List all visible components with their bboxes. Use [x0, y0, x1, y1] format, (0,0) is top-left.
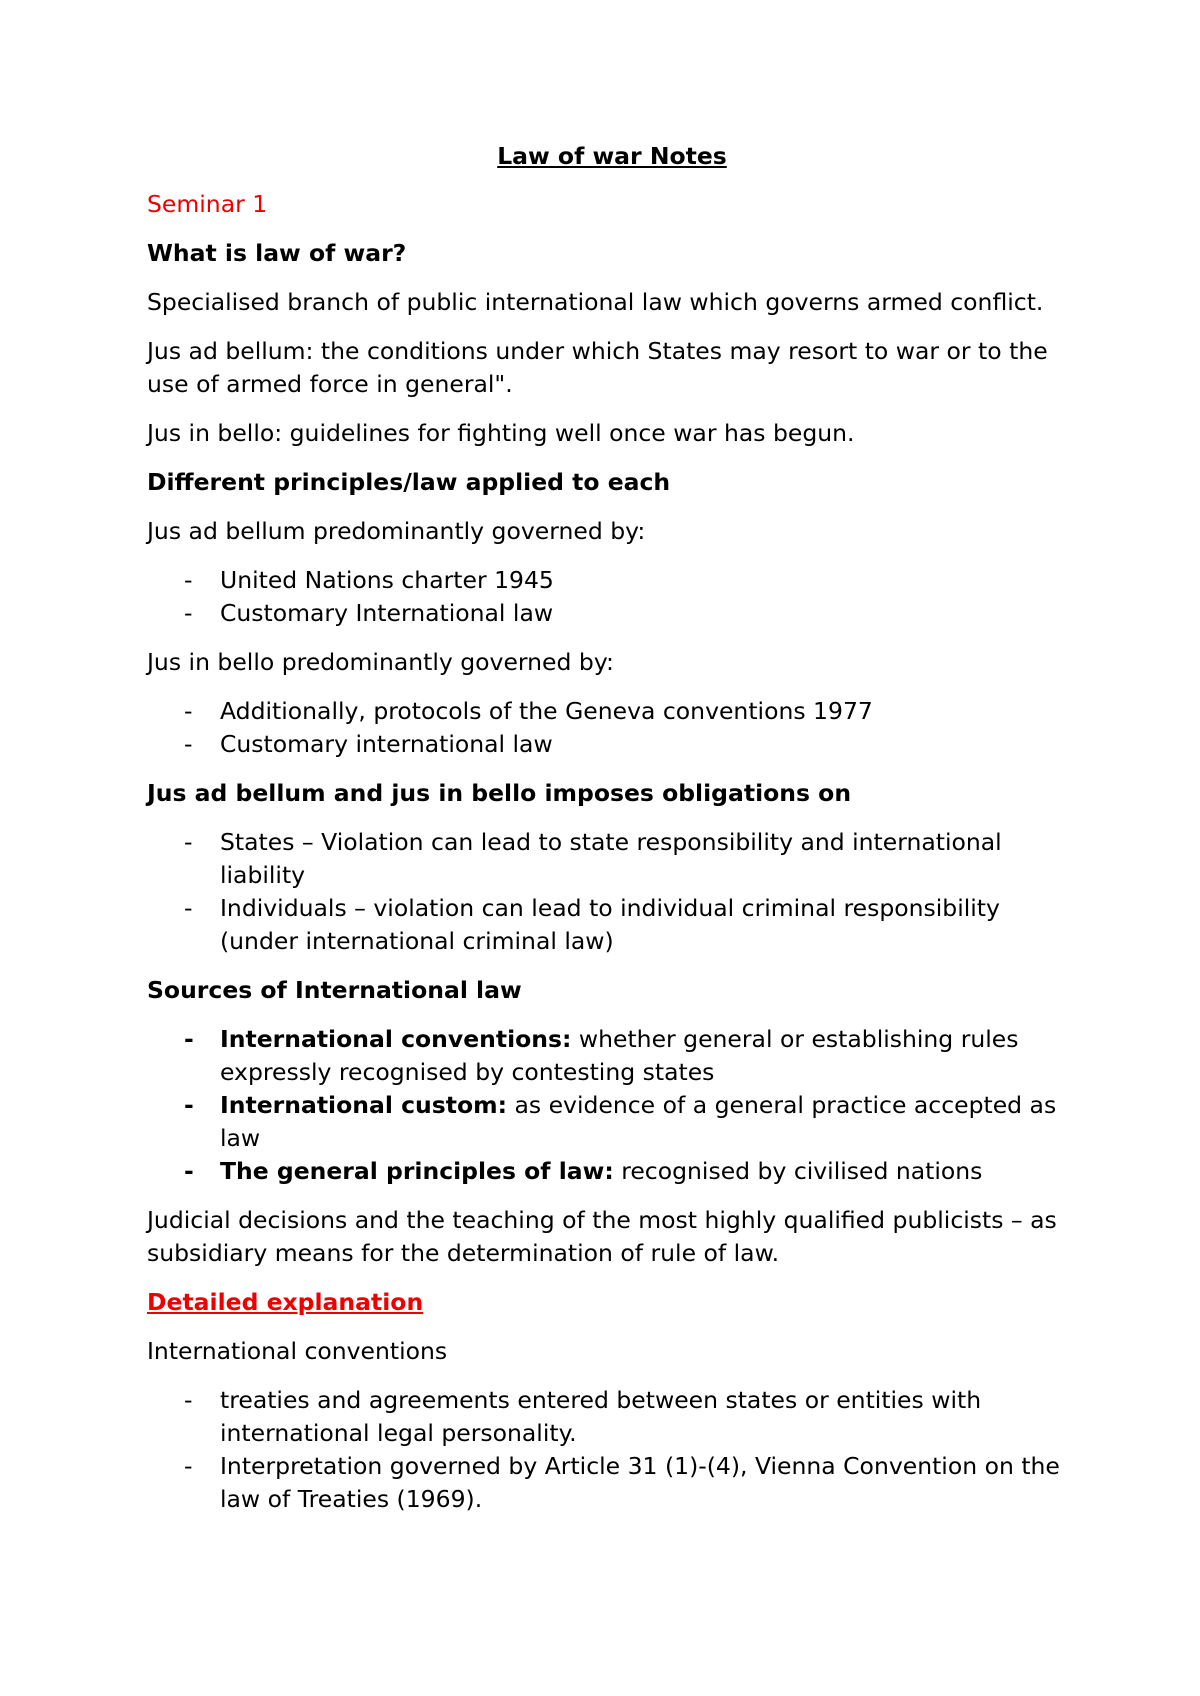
list-item-text: Individuals – violation can lead to individual criminal responsibility (under international criminal law): [220, 894, 1000, 955]
jus-ad-bellum-list: [147, 564, 1077, 630]
dash-bullet: -: [184, 1386, 193, 1414]
list-item-text: treaties and agreements entered between states or entities with international legal personality.: [220, 1386, 982, 1447]
dash-bullet: -: [184, 1452, 193, 1480]
source-description: recognised by civilised nations: [613, 1157, 983, 1185]
subheading-international-conventions: International conventions: [147, 1337, 448, 1365]
source-term: The general principles of law:: [220, 1157, 614, 1185]
jus-in-bello-paragraph: Jus in bello: guidelines for fighting well once war has begun.: [147, 419, 855, 447]
source-description: as evidence of a general practice accepted as law: [220, 1091, 1057, 1152]
list-item: [147, 1450, 1077, 1516]
heading-obligations: Jus ad bellum and jus in bello imposes obligations on: [147, 779, 852, 807]
list-item: [147, 1089, 1077, 1155]
dash-bullet: -: [184, 730, 193, 758]
list-item-text: Interpretation governed by Article 31 (1)-(4), Vienna Convention on the law of Treaties (1969).: [220, 1452, 1060, 1513]
dash-bullet: -: [184, 894, 193, 922]
seminar-label: Seminar 1: [147, 190, 268, 218]
jus-ad-bellum-paragraph: Jus ad bellum: the conditions under which States may resort to war or to the use of armed force in general".: [147, 337, 1048, 398]
list-item-text: Customary international law: [220, 730, 553, 758]
jus-in-bello-intro: Jus in bello predominantly governed by:: [147, 648, 614, 676]
sources-list: [147, 1023, 1077, 1188]
list-item: [147, 728, 1077, 761]
obligations-list: [147, 826, 1077, 958]
dash-bullet: -: [184, 1091, 194, 1119]
list-item: [147, 564, 1077, 597]
heading-detailed-explanation: Detailed explanation: [147, 1288, 424, 1316]
source-description: whether general or establishing rules expressly recognised by contesting states: [220, 1025, 1019, 1086]
list-item-text: Customary International law: [220, 599, 554, 627]
list-item-text: States – Violation can lead to state responsibility and international liability: [220, 828, 1002, 889]
list-item: [147, 597, 1077, 630]
dash-bullet: -: [184, 1025, 194, 1053]
dash-bullet: -: [184, 697, 193, 725]
list-item: [147, 1155, 1077, 1188]
source-term: International conventions:: [220, 1025, 572, 1053]
document-title: Law of war Notes: [497, 142, 727, 170]
jus-in-bello-list: [147, 695, 1077, 761]
heading-different-principles: Different principles/law applied to each: [147, 468, 671, 496]
heading-what-is-law-of-war: What is law of war?: [147, 239, 407, 267]
dash-bullet: -: [184, 1157, 194, 1185]
conventions-list: [147, 1384, 1077, 1516]
list-item: [147, 1384, 1077, 1450]
list-item-text: United Nations charter 1945: [220, 566, 554, 594]
definition-paragraph: Specialised branch of public international law which governs armed conflict.: [147, 288, 1044, 316]
dash-bullet: -: [184, 599, 193, 627]
list-item: [147, 1023, 1077, 1089]
list-item: [147, 892, 1077, 958]
jus-ad-bellum-intro: Jus ad bellum predominantly governed by:: [147, 517, 646, 545]
dash-bullet: -: [184, 566, 193, 594]
heading-sources: Sources of International law: [147, 976, 522, 1004]
list-item: [147, 826, 1077, 892]
list-item: [147, 695, 1077, 728]
judicial-decisions-paragraph: Judicial decisions and the teaching of the most highly qualified publicists – as subsidiary means for the determination of rule of law.: [147, 1206, 1057, 1267]
list-item-text: Additionally, protocols of the Geneva conventions 1977: [220, 697, 873, 725]
dash-bullet: -: [184, 828, 193, 856]
document-page: [147, 140, 1077, 1532]
source-term: International custom:: [220, 1091, 507, 1119]
